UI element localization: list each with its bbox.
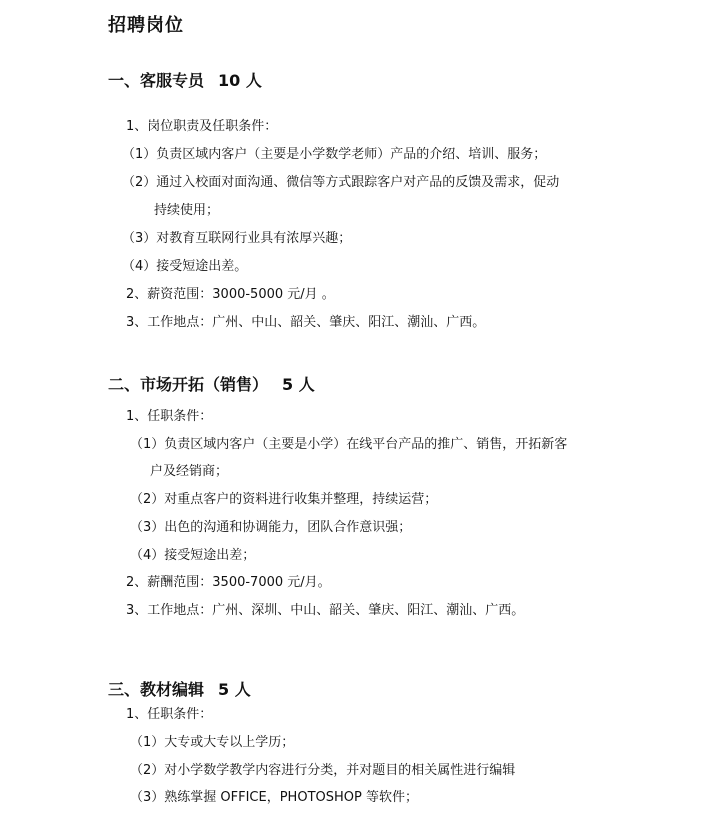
document-title: 招聘岗位 xyxy=(108,15,184,36)
list-item: 1、岗位职责及任职条件： xyxy=(126,119,278,134)
list-item: 3、工作地点：广州、深圳、中山、韶关、肇庆、阳江、潮汕、广西。 xyxy=(126,603,525,618)
section-heading-customer-service xyxy=(108,68,262,91)
list-item: （1）负责区域内客户（主要是小学）在线平台产品的推广、销售，开拓新客 xyxy=(130,437,568,452)
list-item: （3）出色的沟通和协调能力，团队合作意识强； xyxy=(130,520,412,535)
list-item: 户及经销商； xyxy=(150,464,229,479)
list-item: （3）熟练掌握 OFFICE，PHOTOSHOP 等软件； xyxy=(130,790,418,805)
section-heading-textbook-editor xyxy=(108,677,251,700)
section-heading-text: 三、教材编辑 xyxy=(108,680,205,699)
list-item: 2、薪酬范围：3500-7000 元/月。 xyxy=(126,575,331,590)
headcount: 10 人 xyxy=(218,71,262,90)
section-heading-text: 一、客服专员 xyxy=(108,71,205,90)
section-heading-market-sales xyxy=(108,372,315,395)
headcount: 5 人 xyxy=(282,375,315,394)
list-item: （1）大专或大专以上学历； xyxy=(130,735,295,750)
list-item: （2）对重点客户的资料进行收集并整理，持续运营； xyxy=(130,492,438,507)
list-item: 1、任职条件： xyxy=(126,707,213,722)
list-item: 3、工作地点：广州、中山、韶关、肇庆、阳江、潮汕、广西。 xyxy=(126,315,486,330)
list-item: （3）对教育互联网行业具有浓厚兴趣； xyxy=(122,231,352,246)
list-item: （1）负责区域内客户（主要是小学数学老师）产品的介绍、培训、服务； xyxy=(122,147,547,162)
list-item: （4）接受短途出差。 xyxy=(122,259,248,274)
list-item: 2、薪资范围：3000-5000 元/月 。 xyxy=(126,287,335,302)
list-item: （4）接受短途出差； xyxy=(130,548,256,563)
section-heading-text: 二、市场开拓（销售） xyxy=(108,375,269,394)
headcount: 5 人 xyxy=(218,680,251,699)
list-item: 1、任职条件： xyxy=(126,409,213,424)
list-item: 持续使用； xyxy=(154,203,220,218)
list-item: （2）通过入校面对面沟通、微信等方式跟踪客户对产品的反馈及需求，促动 xyxy=(122,175,560,190)
list-item: （2）对小学数学教学内容进行分类，并对题目的相关属性进行编辑 xyxy=(130,763,516,778)
